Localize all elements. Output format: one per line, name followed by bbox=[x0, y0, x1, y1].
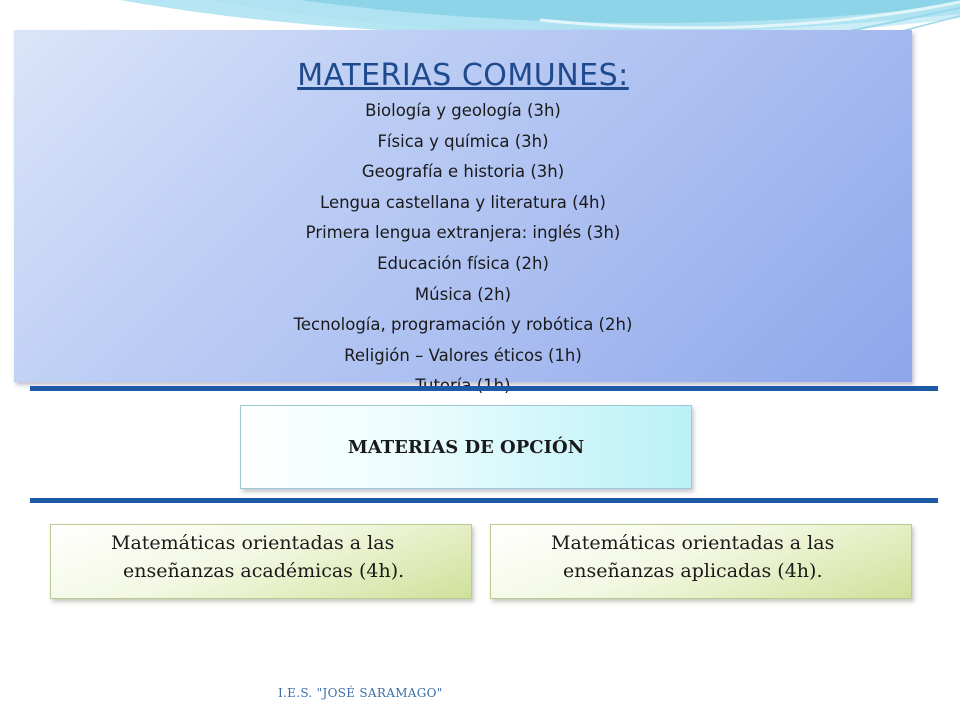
materias-comunes-box bbox=[14, 30, 912, 382]
matematicas-aplicadas-line2: enseñanzas aplicadas (4h). bbox=[563, 560, 823, 582]
matematicas-academicas-box bbox=[50, 524, 472, 599]
subject-item: Física y química (3h) bbox=[377, 131, 549, 151]
subject-item: Lengua castellana y literatura (4h) bbox=[320, 192, 606, 212]
separator-line-bottom bbox=[30, 498, 938, 503]
matematicas-academicas-line2: enseñanzas académicas (4h). bbox=[123, 560, 405, 582]
subject-item: Geografía e historia (3h) bbox=[361, 162, 565, 182]
materias-comunes-title: MATERIAS COMUNES: bbox=[297, 58, 629, 93]
matematicas-aplicadas-line1: Matemáticas orientadas a las bbox=[551, 532, 835, 554]
separator-line-top bbox=[30, 386, 938, 391]
materias-opcion-box bbox=[240, 405, 692, 489]
matematicas-academicas-line1: Matemáticas orientadas a las bbox=[111, 532, 395, 554]
materias-comunes-list bbox=[14, 96, 912, 402]
subject-item: Educación física (2h) bbox=[377, 253, 549, 273]
subject-item: Biología y geología (3h) bbox=[365, 101, 561, 120]
materias-opcion-title: MATERIAS DE OPCIÓN bbox=[347, 436, 585, 458]
subject-item: Música (2h) bbox=[414, 284, 512, 304]
matematicas-aplicadas-box bbox=[490, 524, 912, 599]
footer-school-name: I.E.S. "JOSÉ SARAMAGO" bbox=[278, 686, 443, 700]
subject-item: Tecnología, programación y robótica (2h) bbox=[293, 315, 633, 335]
subject-item: Religión – Valores éticos (1h) bbox=[344, 345, 582, 365]
subject-item: Primera lengua extranjera: inglés (3h) bbox=[305, 223, 621, 243]
